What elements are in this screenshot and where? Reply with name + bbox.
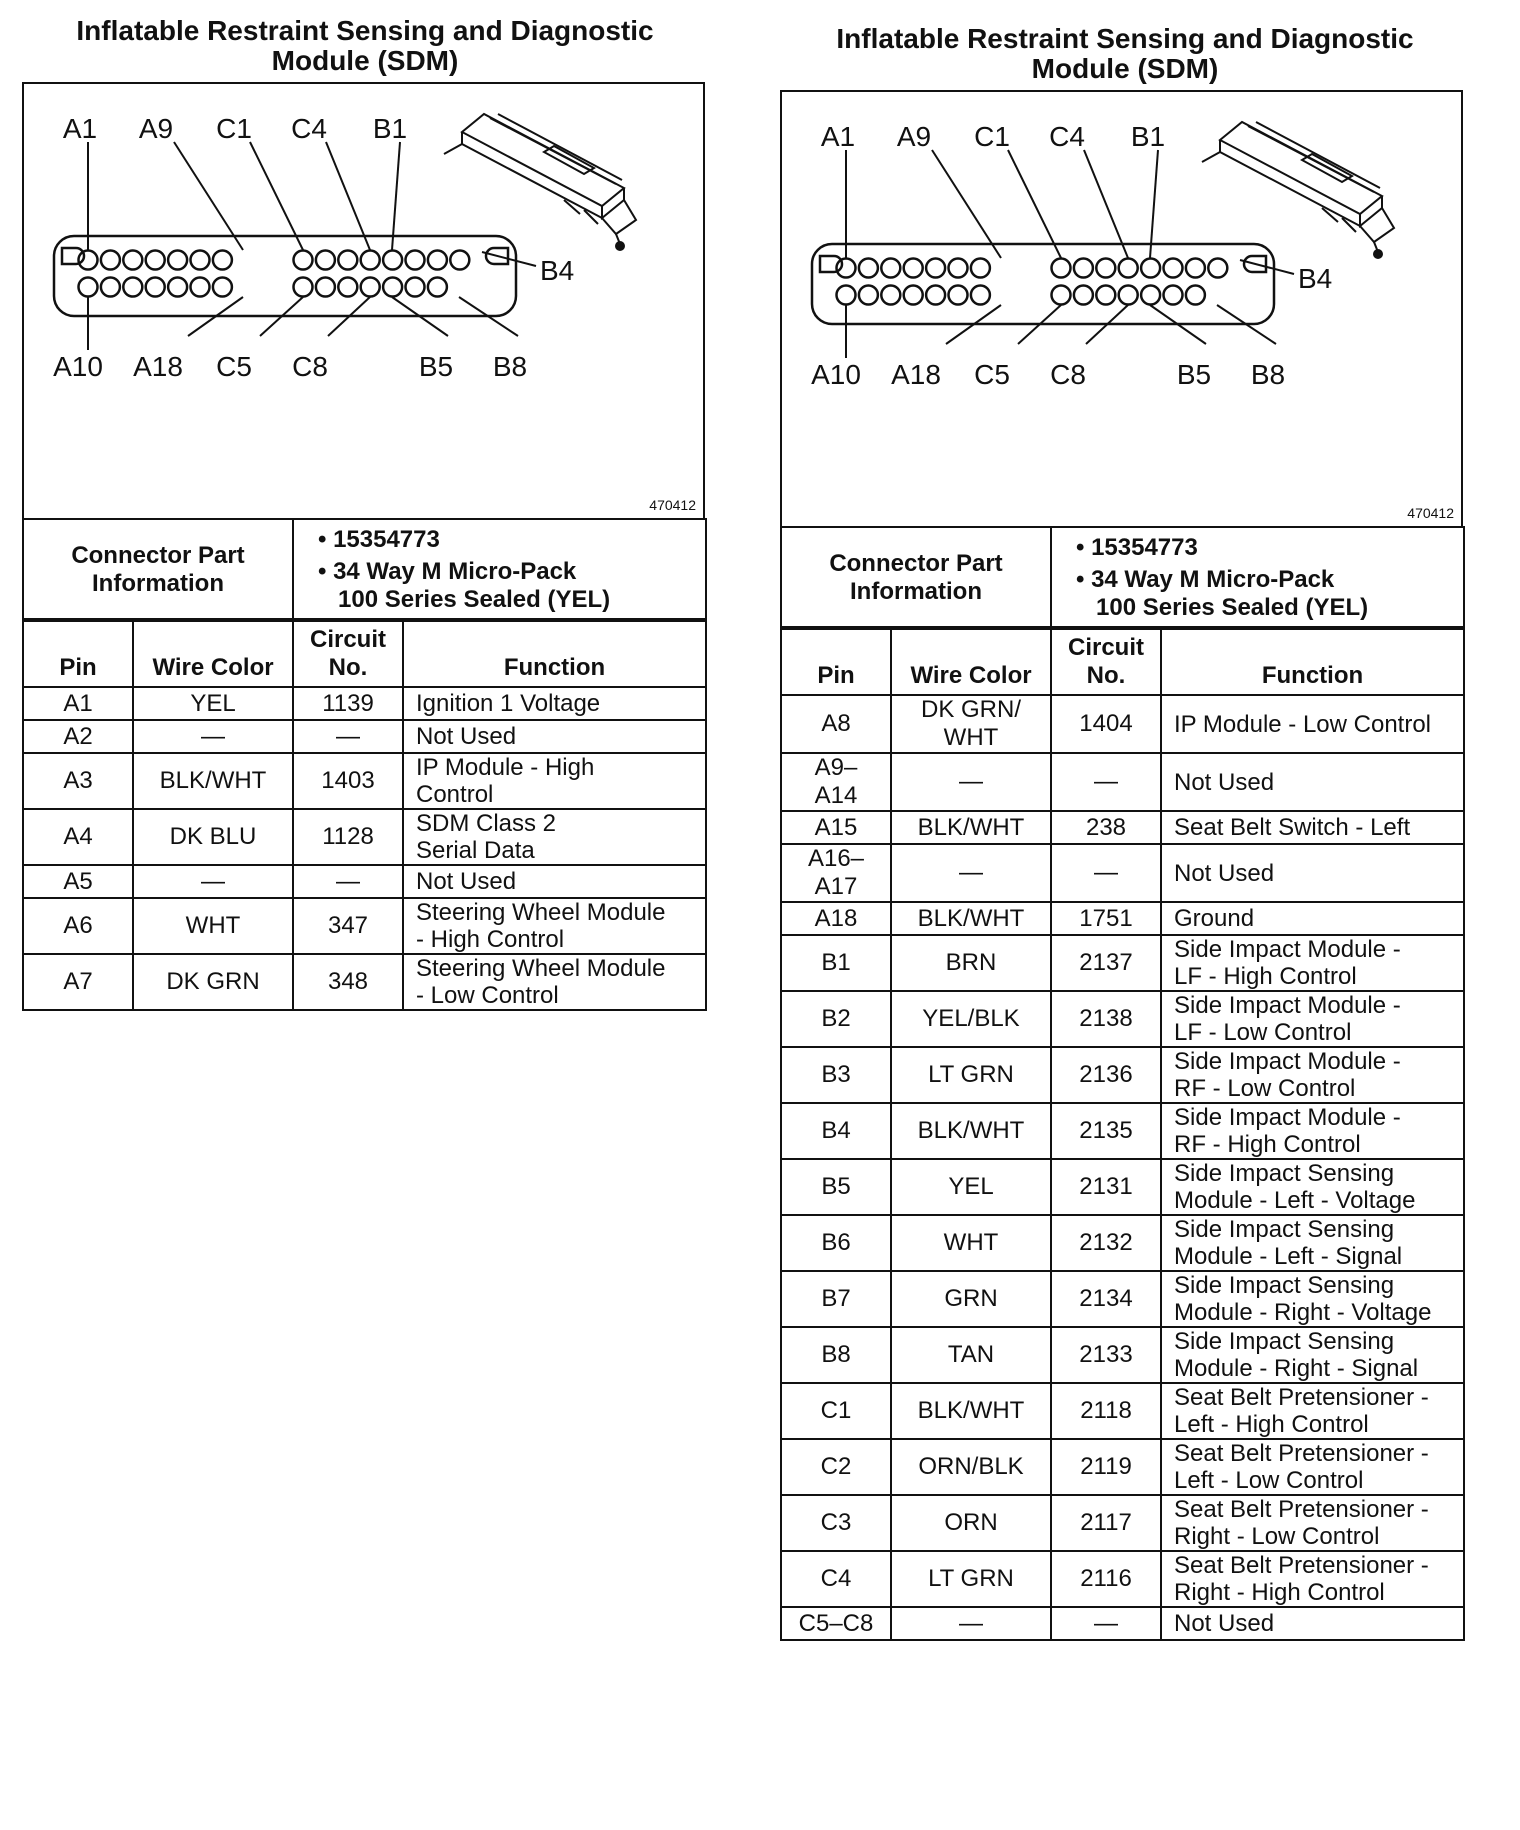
- pin-cell: B6: [781, 1215, 891, 1271]
- wire-color-cell: BLK/WHT: [133, 753, 293, 809]
- pin-cavity: [316, 278, 335, 297]
- right-connector-info-value: [1051, 527, 1464, 629]
- pin-cavity: [294, 278, 313, 297]
- pin-cavity: [79, 251, 98, 270]
- wire-color-cell: BLK/WHT: [891, 1383, 1051, 1439]
- circuit-cell: —: [1051, 753, 1161, 811]
- function-cell: Side Impact Sensing Module - Right - Signal: [1161, 1327, 1464, 1383]
- pin-cavity: [904, 259, 923, 278]
- pin-label-a18: A18: [891, 359, 941, 390]
- pin-cell: B8: [781, 1327, 891, 1383]
- pin-label-a10: A10: [811, 359, 861, 390]
- pin-cell: A18: [781, 902, 891, 935]
- pin-cavity: [926, 259, 945, 278]
- left-connector-diagram: [22, 82, 705, 520]
- pin-cavity: [361, 251, 380, 270]
- wire-color-cell: DK GRN/ WHT: [891, 695, 1051, 753]
- pin-label-b5: B5: [1176, 359, 1212, 390]
- right-connector-diagram: [780, 90, 1463, 528]
- pin-cell: A3: [23, 753, 133, 809]
- left-header-function: Function: [403, 619, 706, 687]
- table-row: [781, 1439, 1464, 1495]
- circuit-cell: —: [293, 720, 403, 753]
- pin-cell: C2: [781, 1439, 891, 1495]
- pin-cavity: [191, 278, 210, 297]
- pin-label-c8: C8: [1050, 359, 1086, 390]
- function-cell: Seat Belt Pretensioner - Left - High Control: [1161, 1383, 1464, 1439]
- table-row: [23, 809, 706, 865]
- circuit-cell: 2119: [1051, 1439, 1161, 1495]
- function-cell: Not Used: [1161, 753, 1464, 811]
- left-connector-svg: [24, 84, 707, 522]
- pin-cavity: [1186, 286, 1205, 305]
- table-row: [781, 695, 1464, 753]
- function-cell: Seat Belt Switch - Left: [1161, 811, 1464, 844]
- function-cell: Side Impact Module - RF - High Control: [1161, 1103, 1464, 1159]
- pin-cavity: [1208, 259, 1227, 278]
- function-cell: Steering Wheel Module - Low Control: [403, 954, 706, 1010]
- pin-cell: A15: [781, 811, 891, 844]
- pin-cavity: [428, 251, 447, 270]
- pin-cavity: [1074, 286, 1093, 305]
- circuit-cell: 1128: [293, 809, 403, 865]
- wire-color-cell: LT GRN: [891, 1551, 1051, 1607]
- figure-number: 470412: [649, 497, 696, 513]
- left-connector-info-value: [293, 519, 706, 621]
- wire-color-cell: BLK/WHT: [891, 1103, 1051, 1159]
- pin-cavity: [101, 251, 120, 270]
- leader-c4: [326, 142, 370, 250]
- pin-cell: C1: [781, 1383, 891, 1439]
- table-row: [23, 898, 706, 954]
- left-part-number: • 15354773: [318, 526, 440, 553]
- pin-label-a9: A9: [896, 121, 932, 152]
- circuit-cell: 2118: [1051, 1383, 1161, 1439]
- wire-color-cell: ORN/BLK: [891, 1439, 1051, 1495]
- connector-iso-icon: [444, 114, 636, 250]
- wire-color-cell: WHT: [133, 898, 293, 954]
- right-header-pin: Pin: [781, 627, 891, 695]
- pin-label-b1: B1: [372, 113, 408, 144]
- pin-cell: A1: [23, 687, 133, 720]
- pin-label-b5: B5: [418, 351, 454, 382]
- circuit-cell: —: [293, 865, 403, 898]
- pin-cavity: [383, 251, 402, 270]
- table-row: [781, 1495, 1464, 1551]
- circuit-cell: 2131: [1051, 1159, 1161, 1215]
- function-cell: Ground: [1161, 902, 1464, 935]
- pin-cavity: [338, 278, 357, 297]
- pin-cell: A4: [23, 809, 133, 865]
- pin-cavity: [1052, 259, 1071, 278]
- right-header-function: Function: [1161, 627, 1464, 695]
- pin-label-c4: C4: [1049, 121, 1085, 152]
- left-connector-info-table: [22, 518, 707, 622]
- pin-cell: B7: [781, 1271, 891, 1327]
- pin-label-c5: C5: [216, 351, 252, 382]
- pin-cell: C4: [781, 1551, 891, 1607]
- wire-color-cell: ORN: [891, 1495, 1051, 1551]
- pin-cavity: [406, 278, 425, 297]
- circuit-cell: 2134: [1051, 1271, 1161, 1327]
- pin-label-a1: A1: [820, 121, 856, 152]
- function-cell: Side Impact Module - RF - Low Control: [1161, 1047, 1464, 1103]
- function-cell: Seat Belt Pretensioner - Right - Low Control: [1161, 1495, 1464, 1551]
- left-title: [20, 16, 710, 76]
- function-cell: IP Module - High Control: [403, 753, 706, 809]
- pin-cavity: [316, 251, 335, 270]
- circuit-cell: 2117: [1051, 1495, 1161, 1551]
- pin-cavity: [881, 286, 900, 305]
- leader-c1: [250, 142, 303, 250]
- function-cell: Not Used: [403, 865, 706, 898]
- pin-cavity: [123, 278, 142, 297]
- pin-cavity: [1074, 259, 1093, 278]
- pin-cavity: [1186, 259, 1205, 278]
- wire-color-cell: —: [891, 1607, 1051, 1640]
- pin-cavity: [79, 278, 98, 297]
- function-cell: Side Impact Sensing Module - Left - Signal: [1161, 1215, 1464, 1271]
- left-pin-table: [22, 618, 707, 1011]
- left-connector-info-label: Connector Part Information: [23, 519, 293, 621]
- pin-label-c1: C1: [974, 121, 1010, 152]
- pin-label-b4: B4: [540, 255, 575, 286]
- leader-a9: [174, 142, 243, 250]
- pin-label-b4: B4: [1298, 263, 1333, 294]
- table-row: [781, 1271, 1464, 1327]
- pin-cavity: [904, 286, 923, 305]
- connector-body: [812, 244, 1274, 324]
- function-cell: Not Used: [1161, 1607, 1464, 1640]
- wire-color-cell: LT GRN: [891, 1047, 1051, 1103]
- table-row: [781, 1327, 1464, 1383]
- pin-cavity: [837, 259, 856, 278]
- function-cell: Seat Belt Pretensioner - Left - Low Control: [1161, 1439, 1464, 1495]
- wire-color-cell: BRN: [891, 935, 1051, 991]
- left-title-line1: Inflatable Restraint Sensing and Diagnostic: [76, 15, 654, 46]
- pin-cavity: [1119, 259, 1138, 278]
- pin-cavity: [949, 286, 968, 305]
- pin-cavity: [859, 286, 878, 305]
- wire-color-cell: —: [133, 720, 293, 753]
- connector-iso-icon: [1202, 122, 1394, 258]
- pin-label-c1: C1: [216, 113, 252, 144]
- pin-cell: B3: [781, 1047, 891, 1103]
- circuit-cell: 2116: [1051, 1551, 1161, 1607]
- right-connector-description: • 34 Way M Micro-Pack 100 Series Sealed (YEL): [1076, 566, 1369, 621]
- circuit-cell: 347: [293, 898, 403, 954]
- pin-cavity: [881, 259, 900, 278]
- pin-cell: B4: [781, 1103, 891, 1159]
- pin-label-a10: A10: [53, 351, 103, 382]
- pin-cavity: [168, 251, 187, 270]
- circuit-cell: 238: [1051, 811, 1161, 844]
- wire-color-cell: YEL: [891, 1159, 1051, 1215]
- wire-color-cell: YEL: [133, 687, 293, 720]
- table-row: [781, 1159, 1464, 1215]
- circuit-cell: 348: [293, 954, 403, 1010]
- function-cell: Steering Wheel Module - High Control: [403, 898, 706, 954]
- pin-cavity: [837, 286, 856, 305]
- right-part-number: • 15354773: [1076, 534, 1198, 561]
- wire-color-cell: TAN: [891, 1327, 1051, 1383]
- leader-a9: [932, 150, 1001, 258]
- left-connector-description: • 34 Way M Micro-Pack 100 Series Sealed (YEL): [318, 558, 611, 613]
- table-row: [781, 935, 1464, 991]
- table-row: [781, 1047, 1464, 1103]
- pin-cavity: [971, 259, 990, 278]
- right-header-circuit: Circuit No.: [1051, 627, 1161, 695]
- table-row: [781, 902, 1464, 935]
- left-title-line2: Module (SDM): [271, 45, 459, 76]
- circuit-cell: —: [1051, 844, 1161, 902]
- circuit-cell: 1751: [1051, 902, 1161, 935]
- wire-color-cell: DK BLU: [133, 809, 293, 865]
- function-cell: Seat Belt Pretensioner - Right - High Control: [1161, 1551, 1464, 1607]
- pin-cell: A8: [781, 695, 891, 753]
- pin-cell: A5: [23, 865, 133, 898]
- leader-b1: [392, 142, 400, 250]
- right-title: [780, 24, 1470, 84]
- pin-label-b8: B8: [1250, 359, 1286, 390]
- leader-b1: [1150, 150, 1158, 258]
- function-cell: Side Impact Sensing Module - Right - Voltage: [1161, 1271, 1464, 1327]
- circuit-cell: 2135: [1051, 1103, 1161, 1159]
- table-row: [781, 1551, 1464, 1607]
- pin-cell: A7: [23, 954, 133, 1010]
- pin-cell: A6: [23, 898, 133, 954]
- right-header-wire-color: Wire Color: [891, 627, 1051, 695]
- circuit-cell: 1403: [293, 753, 403, 809]
- circuit-cell: 2132: [1051, 1215, 1161, 1271]
- pin-cavity: [191, 251, 210, 270]
- left-header-circuit: Circuit No.: [293, 619, 403, 687]
- function-cell: SDM Class 2 Serial Data: [403, 809, 706, 865]
- pin-cavity: [294, 251, 313, 270]
- wire-color-cell: —: [133, 865, 293, 898]
- function-cell: IP Module - Low Control: [1161, 695, 1464, 753]
- right-pin-table: [780, 626, 1465, 1641]
- circuit-cell: —: [1051, 1607, 1161, 1640]
- pin-cell: A2: [23, 720, 133, 753]
- function-cell: Not Used: [403, 720, 706, 753]
- right-header-row: [781, 627, 1464, 695]
- circuit-cell: 2137: [1051, 935, 1161, 991]
- circuit-cell: 2136: [1051, 1047, 1161, 1103]
- pin-label-b1: B1: [1130, 121, 1166, 152]
- circuit-cell: 2133: [1051, 1327, 1161, 1383]
- pin-cell: B2: [781, 991, 891, 1047]
- left-header-wire-color: Wire Color: [133, 619, 293, 687]
- pin-cavity: [213, 251, 232, 270]
- pin-label-c5: C5: [974, 359, 1010, 390]
- table-row: [23, 720, 706, 753]
- pin-cell: B5: [781, 1159, 891, 1215]
- pin-cavity: [1141, 259, 1160, 278]
- right-title-line2: Module (SDM): [1031, 53, 1219, 84]
- wire-color-cell: BLK/WHT: [891, 902, 1051, 935]
- right-title-line1: Inflatable Restraint Sensing and Diagnostic: [836, 23, 1414, 54]
- pin-label-a18: A18: [133, 351, 183, 382]
- pin-cavity: [213, 278, 232, 297]
- pin-cell: B1: [781, 935, 891, 991]
- wire-color-cell: BLK/WHT: [891, 811, 1051, 844]
- pin-cavity: [146, 251, 165, 270]
- pin-label-c4: C4: [291, 113, 327, 144]
- leader-c1: [1008, 150, 1061, 258]
- table-row: [781, 991, 1464, 1047]
- right-connector-svg: [782, 92, 1465, 530]
- pin-label-a9: A9: [138, 113, 174, 144]
- pin-cavity: [1164, 259, 1183, 278]
- pin-cell: A9– A14: [781, 753, 891, 811]
- pin-cavity: [1096, 259, 1115, 278]
- pin-cavity: [1096, 286, 1115, 305]
- pin-cavity: [1164, 286, 1183, 305]
- pin-label-c8: C8: [292, 351, 328, 382]
- pin-cell: A16– A17: [781, 844, 891, 902]
- table-row: [781, 1103, 1464, 1159]
- left-header-row: [23, 619, 706, 687]
- table-row: [781, 1383, 1464, 1439]
- left-header-pin: Pin: [23, 619, 133, 687]
- pin-cavity: [338, 251, 357, 270]
- pin-cavity: [859, 259, 878, 278]
- pin-cavity: [1052, 286, 1071, 305]
- connector-body: [54, 236, 516, 316]
- pin-cavity: [146, 278, 165, 297]
- function-cell: Side Impact Module - LF - High Control: [1161, 935, 1464, 991]
- circuit-cell: 1139: [293, 687, 403, 720]
- pin-cavity: [926, 286, 945, 305]
- table-row: [781, 1607, 1464, 1640]
- circuit-cell: 1404: [1051, 695, 1161, 753]
- circuit-cell: 2138: [1051, 991, 1161, 1047]
- pin-cavity: [361, 278, 380, 297]
- wire-color-cell: GRN: [891, 1271, 1051, 1327]
- pin-cavity: [123, 251, 142, 270]
- table-row: [23, 753, 706, 809]
- pin-cell: C5–C8: [781, 1607, 891, 1640]
- pin-cavity: [949, 259, 968, 278]
- function-cell: Side Impact Module - LF - Low Control: [1161, 991, 1464, 1047]
- pin-cavity: [168, 278, 187, 297]
- pin-label-b8: B8: [492, 351, 528, 382]
- wire-color-cell: WHT: [891, 1215, 1051, 1271]
- table-row: [23, 954, 706, 1010]
- table-row: [23, 687, 706, 720]
- pin-cavity: [971, 286, 990, 305]
- function-cell: Side Impact Sensing Module - Left - Voltage: [1161, 1159, 1464, 1215]
- function-cell: Not Used: [1161, 844, 1464, 902]
- right-connector-info-table: [780, 526, 1465, 630]
- figure-number: 470412: [1407, 505, 1454, 521]
- pin-cell: C3: [781, 1495, 891, 1551]
- pin-cavity: [450, 251, 469, 270]
- pin-label-a1: A1: [62, 113, 98, 144]
- table-row: [781, 844, 1464, 902]
- table-row: [781, 1215, 1464, 1271]
- pin-cavity: [428, 278, 447, 297]
- leader-c4: [1084, 150, 1128, 258]
- pin-cavity: [1119, 286, 1138, 305]
- wire-color-cell: —: [891, 753, 1051, 811]
- pin-cavity: [383, 278, 402, 297]
- pin-cavity: [406, 251, 425, 270]
- table-row: [781, 811, 1464, 844]
- table-row: [23, 865, 706, 898]
- right-connector-info-label: Connector Part Information: [781, 527, 1051, 629]
- table-row: [781, 753, 1464, 811]
- pin-cavity: [101, 278, 120, 297]
- function-cell: Ignition 1 Voltage: [403, 687, 706, 720]
- wire-color-cell: —: [891, 844, 1051, 902]
- pin-cavity: [1141, 286, 1160, 305]
- wire-color-cell: YEL/BLK: [891, 991, 1051, 1047]
- wire-color-cell: DK GRN: [133, 954, 293, 1010]
